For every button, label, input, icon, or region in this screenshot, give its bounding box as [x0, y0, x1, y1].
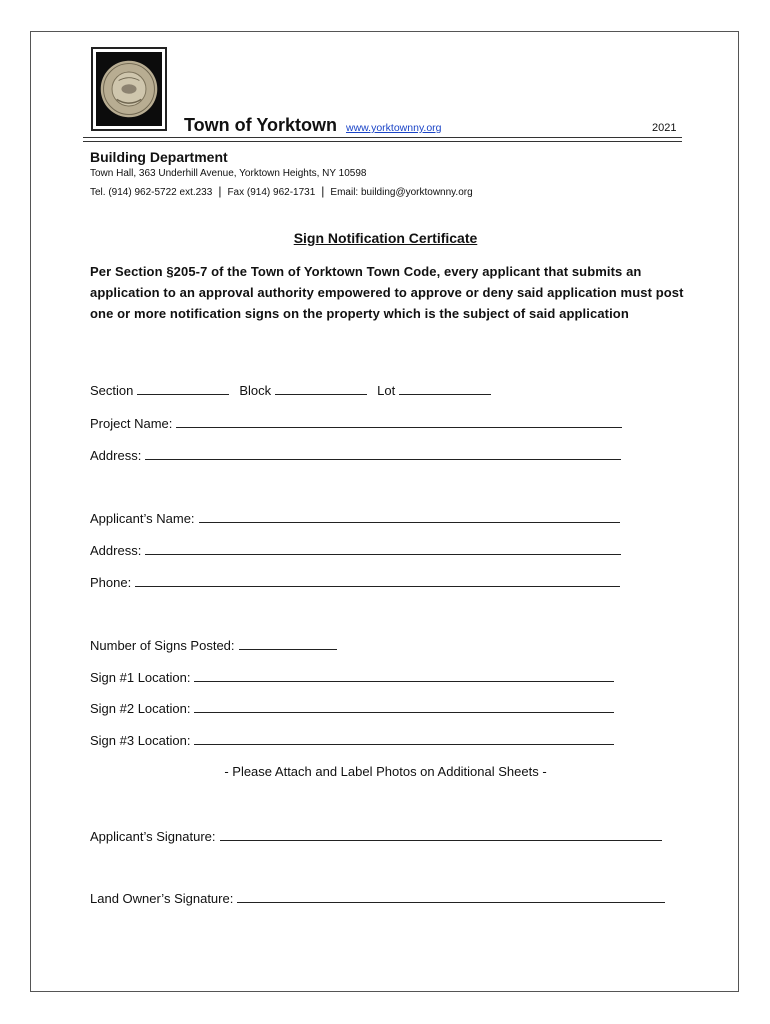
certificate-title: Sign Notification Certificate: [293, 230, 478, 246]
sign1-label: Sign #1 Location:: [90, 670, 191, 685]
block-label: Block: [239, 383, 272, 398]
num-signs-label: Number of Signs Posted:: [90, 638, 235, 653]
sign2-label: Sign #2 Location:: [90, 701, 191, 716]
fax-number: Fax (914) 962-1731: [227, 187, 316, 198]
section-block-lot-row: [90, 382, 491, 398]
contact-info: [90, 184, 473, 198]
sign2-row: [90, 700, 614, 716]
phone-label: Phone:: [90, 575, 132, 590]
applicant-address-label: Address:: [90, 543, 142, 558]
applicant-name-row: [90, 510, 620, 526]
applicant-address-row: [90, 542, 621, 558]
project-name-label: Project Name:: [90, 416, 173, 431]
applicant-address-field[interactable]: [145, 542, 621, 555]
lot-label: Lot: [377, 383, 396, 398]
num-signs-row: [90, 637, 337, 653]
applicant-name-label: Applicant’s Name:: [90, 511, 195, 526]
project-address-row: [90, 447, 621, 463]
phone-row: [90, 574, 620, 590]
phone-number: Tel. (914) 962-5722 ext.233: [90, 187, 213, 198]
sign3-row: [90, 732, 614, 748]
website-link[interactable]: www.yorktownny.org: [346, 122, 442, 134]
owner-signature-label: Land Owner’s Signature:: [90, 891, 234, 906]
department-address: Town Hall, 363 Underhill Avenue, Yorktown Heights, NY 10598: [90, 168, 367, 179]
form-year: 2021: [652, 122, 677, 134]
department-name: Building Department: [90, 149, 228, 165]
applicant-signature-label: Applicant’s Signature:: [90, 829, 216, 844]
email-address: Email: building@yorktownny.org: [330, 187, 473, 198]
project-address-label: Address:: [90, 448, 142, 463]
section-label: Section: [90, 383, 134, 398]
section-field[interactable]: [137, 382, 229, 395]
applicant-signature-row: [90, 828, 662, 844]
sign3-location-field[interactable]: [194, 732, 614, 745]
block-field[interactable]: [275, 382, 367, 395]
project-address-field[interactable]: [145, 447, 621, 460]
sign1-location-field[interactable]: [194, 669, 614, 682]
town-title: Town of Yorktown: [184, 115, 337, 135]
num-signs-field[interactable]: [239, 637, 337, 650]
seal-emblem: [96, 52, 162, 126]
sign1-row: [90, 669, 614, 685]
applicant-name-field[interactable]: [199, 510, 620, 523]
certificate-page: [30, 31, 739, 992]
header-divider: [83, 137, 682, 138]
lot-field[interactable]: [399, 382, 491, 395]
header-divider-secondary: [83, 141, 682, 142]
sign2-location-field[interactable]: [194, 700, 614, 713]
owner-signature-row: [90, 890, 665, 906]
applicant-signature-field[interactable]: [220, 828, 662, 841]
owner-signature-field[interactable]: [237, 890, 665, 903]
sign3-label: Sign #3 Location:: [90, 733, 191, 748]
attach-photos-note: - Please Attach and Label Photos on Additional Sheets -: [224, 764, 547, 779]
town-seal-logo: [91, 47, 167, 131]
phone-field[interactable]: [135, 574, 620, 587]
separator: |: [218, 184, 222, 198]
project-name-field[interactable]: [176, 415, 622, 428]
separator: |: [321, 184, 325, 198]
intro-paragraph: Per Section §205-7 of the Town of Yorktown Town Code, every applicant that submits an application to an approval authority empowered to approve or deny said application must post one or more notification signs on the property which is the subject of said application: [90, 264, 684, 321]
project-name-row: [90, 415, 622, 431]
